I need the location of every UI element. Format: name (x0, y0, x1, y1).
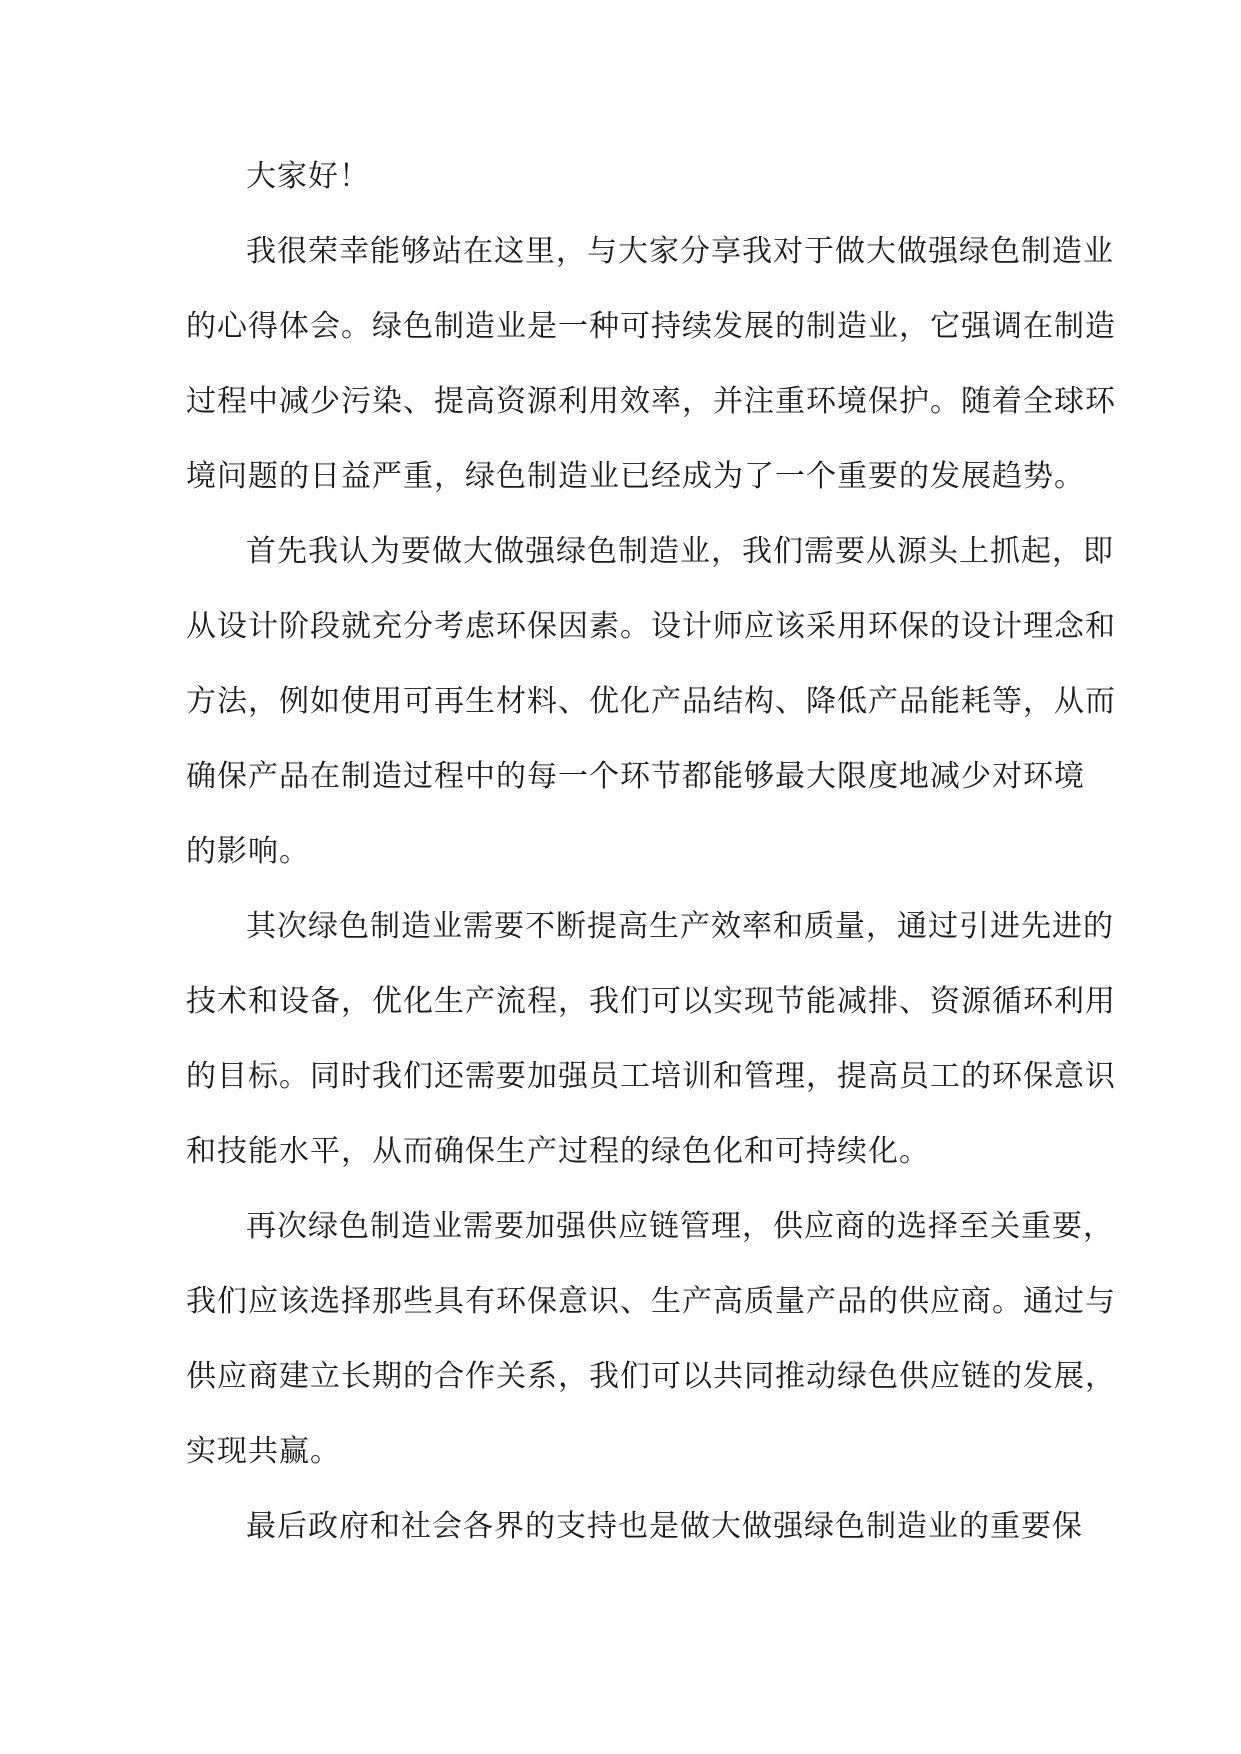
text-line: 从设计阶段就充分考虑环保因素。设计师应该采用环保的设计理念和 (186, 609, 1116, 644)
paragraph-second-point (186, 902, 1116, 1202)
paragraph-first-point (186, 527, 1116, 902)
text-line: 我们应该选择那些具有环保意识、生产高质量产品的供应商。通过与 (186, 1284, 1116, 1319)
text-line: 再次绿色制造业需要加强供应链管理，供应商的选择至关重要， (246, 1209, 1114, 1244)
text-line: 最后政府和社会各界的支持也是做大做强绿色制造业的重要保 (246, 1509, 1083, 1544)
text-line: 大家好！ (246, 159, 370, 194)
text-line: 过程中减少污染、提高资源利用效率，并注重环境保护。随着全球环 (186, 384, 1116, 419)
paragraph-final-point (186, 1502, 1083, 1577)
text-line: 其次绿色制造业需要不断提高生产效率和质量，通过引进先进的 (246, 909, 1114, 944)
paragraph-greeting (186, 152, 1066, 227)
text-line: 确保产品在制造过程中的每一个环节都能够最大限度地减少对环境 (186, 759, 1085, 794)
text-line: 首先我认为要做大做强绿色制造业，我们需要从源头上抓起，即 (246, 534, 1114, 569)
text-line: 的心得体会。绿色制造业是一种可持续发展的制造业，它强调在制造 (186, 309, 1116, 344)
text-line: 的影响。 (186, 834, 310, 869)
text-line: 实现共赢。 (186, 1434, 341, 1469)
document-body (186, 152, 1116, 1577)
paragraph-intro (186, 227, 1116, 527)
text-line: 供应商建立长期的合作关系，我们可以共同推动绿色供应链的发展， (186, 1359, 1116, 1394)
paragraph-third-point (186, 1202, 1116, 1502)
text-line: 境问题的日益严重，绿色制造业已经成为了一个重要的发展趋势。 (186, 459, 1085, 494)
text-line: 方法，例如使用可再生材料、优化产品结构、降低产品能耗等，从而 (186, 684, 1116, 719)
text-line: 和技能水平，从而确保生产过程的绿色化和可持续化。 (186, 1134, 930, 1169)
text-line: 的目标。同时我们还需要加强员工培训和管理，提高员工的环保意识 (186, 1059, 1116, 1094)
text-line: 技术和设备，优化生产流程，我们可以实现节能减排、资源循环利用 (186, 984, 1116, 1019)
text-line: 我很荣幸能够站在这里，与大家分享我对于做大做强绿色制造业 (246, 234, 1114, 269)
